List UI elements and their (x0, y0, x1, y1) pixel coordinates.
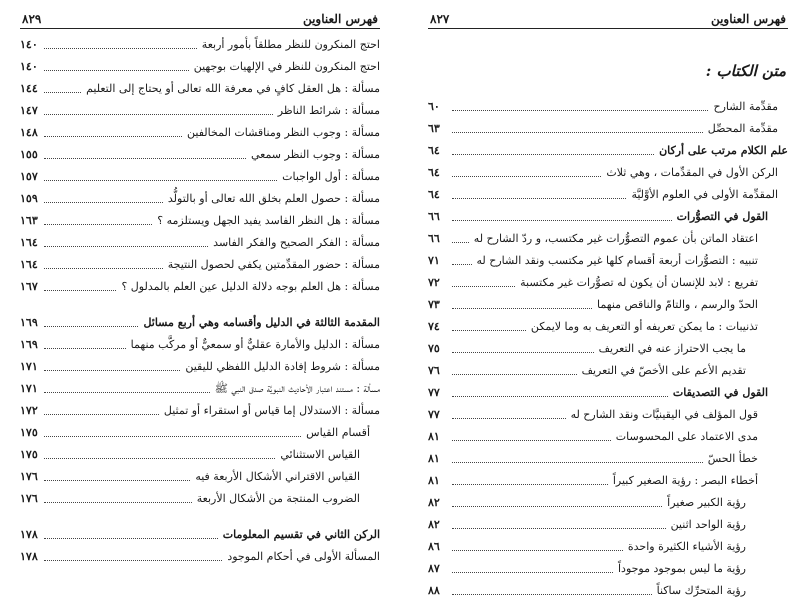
toc-entry: مسألة : أول الواجبات ١٥٧ (20, 170, 380, 183)
toc-entry: مدى الاعتماد على المحسوسات ٨١ (428, 430, 758, 443)
toc-entry: المسألة الأولى في أحكام الموجود ١٧٨ (20, 550, 380, 563)
left-header-title: فهرس العناوين (302, 12, 378, 26)
left-page-number: ٨٢٩ (22, 12, 42, 26)
toc-entry: ما يجب الاحتراز عنه في التعريف ٧٥ (428, 342, 746, 355)
toc-entry: مسألة : الفكر الصحيح والفكر الفاسد ١٦٤ (20, 236, 380, 249)
toc-section-heading: القول في التصديقات ٧٧ (428, 386, 768, 399)
toc-entry: الضروب المنتجة من الأشكال الأربعة ١٧٦ (20, 492, 360, 505)
toc-entry: أقسام القياس ١٧٥ (20, 426, 370, 439)
toc-entry: مسألة : الدليل والأمارة عقليٌّ أو سمعيٌّ أو مركَّب منهما ١٦٩ (20, 338, 380, 351)
toc-entry: مسألة : هل العلم بوجه دلالة الدليل عين العلم بالمدلول ؟ ١٦٧ (20, 280, 380, 293)
toc-entry: مسألة : وجوب النظر ومناقشات المخالفين ١٤٨ (20, 126, 380, 139)
toc-entry: مسألة : هل العقل كافٍ في معرفة الله تعالى أو يحتاج إلى التعليم ١٤٤ (20, 82, 380, 95)
toc-section-heading: المقدمة الثالثة في الدليل وأقسامه وهي أربع مسائل ١٦٩ (20, 316, 380, 329)
right-page (408, 0, 808, 601)
toc-entry: مسألة : هل النظر الفاسد يفيد الجهل ويستلزمه ؟ ١٦٣ (20, 214, 380, 227)
right-header-rule (428, 28, 788, 29)
toc-entry: مسألة : الاستدلال إما قياس أو استقراء أو تمثيل ١٧٢ (20, 404, 380, 417)
left-page (0, 0, 400, 601)
toc-entry: احتج المنكرون للنظر في الإلهيات بوجهين ١٤٠ (20, 60, 380, 73)
section-title: متن الكتاب : (705, 62, 786, 80)
toc-entry: مسألة : مستند اعتبار الأحاديث النبويَّة صدق النبي ﷺ ١٧١ (20, 382, 380, 395)
toc-entry: أخطاء البصر : رؤية الصغير كبيراً ٨١ (428, 474, 758, 487)
toc-entry: تفريع : لابد للإنسان أن يكون له تصوُّرات غير مكتسبة ٧٢ (428, 276, 758, 289)
toc-entry: مقدِّمة الشارح ٦٠ (428, 100, 778, 113)
toc-entry: مقدِّمة المحصِّل ٦٣ (428, 122, 778, 135)
toc-entry: الحدّ والرسم ، والتامّ والناقص منهما ٧٣ (428, 298, 758, 311)
toc-entry: رؤية الكبير صغيراً ٨٢ (428, 496, 746, 509)
toc-entry: رؤية الأشياء الكثيرة واحدة ٨٦ (428, 540, 746, 553)
toc-entry: رؤية المتحرِّك ساكناً ٨٨ (428, 584, 746, 597)
toc-entry: مسألة : شرائط الناظر ١٤٧ (20, 104, 380, 117)
toc-entry: قول المؤلف في اليقينيَّات ونقد الشارح له ٧٧ (428, 408, 758, 421)
toc-entry: رؤية ما ليس بموجود موجوداً ٨٧ (428, 562, 746, 575)
toc-entry: الركن الأول في المقدِّمات ، وهي ثلاث ٦٤ (428, 166, 778, 179)
toc-entry: القياس الاقتراني الأشكال الأربعة فيه ١٧٦ (20, 470, 360, 483)
toc-section-heading: علم الكلام مرتب على أركان ٦٤ (428, 144, 788, 157)
toc-entry: تقديم الأعم على الأخصّ في التعريف ٧٦ (428, 364, 746, 377)
toc-entry: مسألة : شروط إفادة الدليل اللفظي لليقين ١٧١ (20, 360, 380, 373)
toc-entry: القياس الاستثنائي ١٧٥ (20, 448, 360, 461)
toc-section-heading: القول في التصوُّرات ٦٦ (428, 210, 768, 223)
toc-entry: رؤية الواحد اثنين ٨٢ (428, 518, 746, 531)
toc-section-heading: الركن الثاني في تقسيم المعلومات ١٧٨ (20, 528, 380, 541)
toc-entry: خطأ الحسّ ٨١ (428, 452, 758, 465)
toc-entry: مسألة : حصول العلم بخلق الله تعالى أو بالتولُّد ١٥٩ (20, 192, 380, 205)
toc-entry: تذنيبات : ما يمكن تعريفه أو التعريف به وما لايمكن ٧٤ (428, 320, 758, 333)
right-running-head (430, 4, 786, 26)
toc-entry: المقدِّمة الأولى في العلوم الأوَّليَّة ٦٤ (428, 188, 778, 201)
toc-entry: تنبيه : التصوُّرات أربعة أقسام كلها غير مكتسب ونقد الشارح له ٧١ (428, 254, 758, 267)
left-running-head (22, 4, 378, 26)
right-header-title: فهرس العناوين (710, 12, 786, 26)
toc-entry: مسألة : حضور المقدِّمتين يكفي لحصول النتيجة ١٦٤ (20, 258, 380, 271)
toc-entry: اعتقاد الماتن بأن عموم التصوُّرات غير مكتسب، و ردّ الشارح له ٦٦ (428, 232, 758, 245)
left-header-rule (20, 28, 380, 29)
toc-entry: احتج المنكرون للنظر مطلقاً بأمور أربعة ١٤٠ (20, 38, 380, 51)
toc-entry: مسألة : وجوب النظر سمعي ١٥٥ (20, 148, 380, 161)
right-page-number: ٨٢٧ (430, 12, 450, 26)
